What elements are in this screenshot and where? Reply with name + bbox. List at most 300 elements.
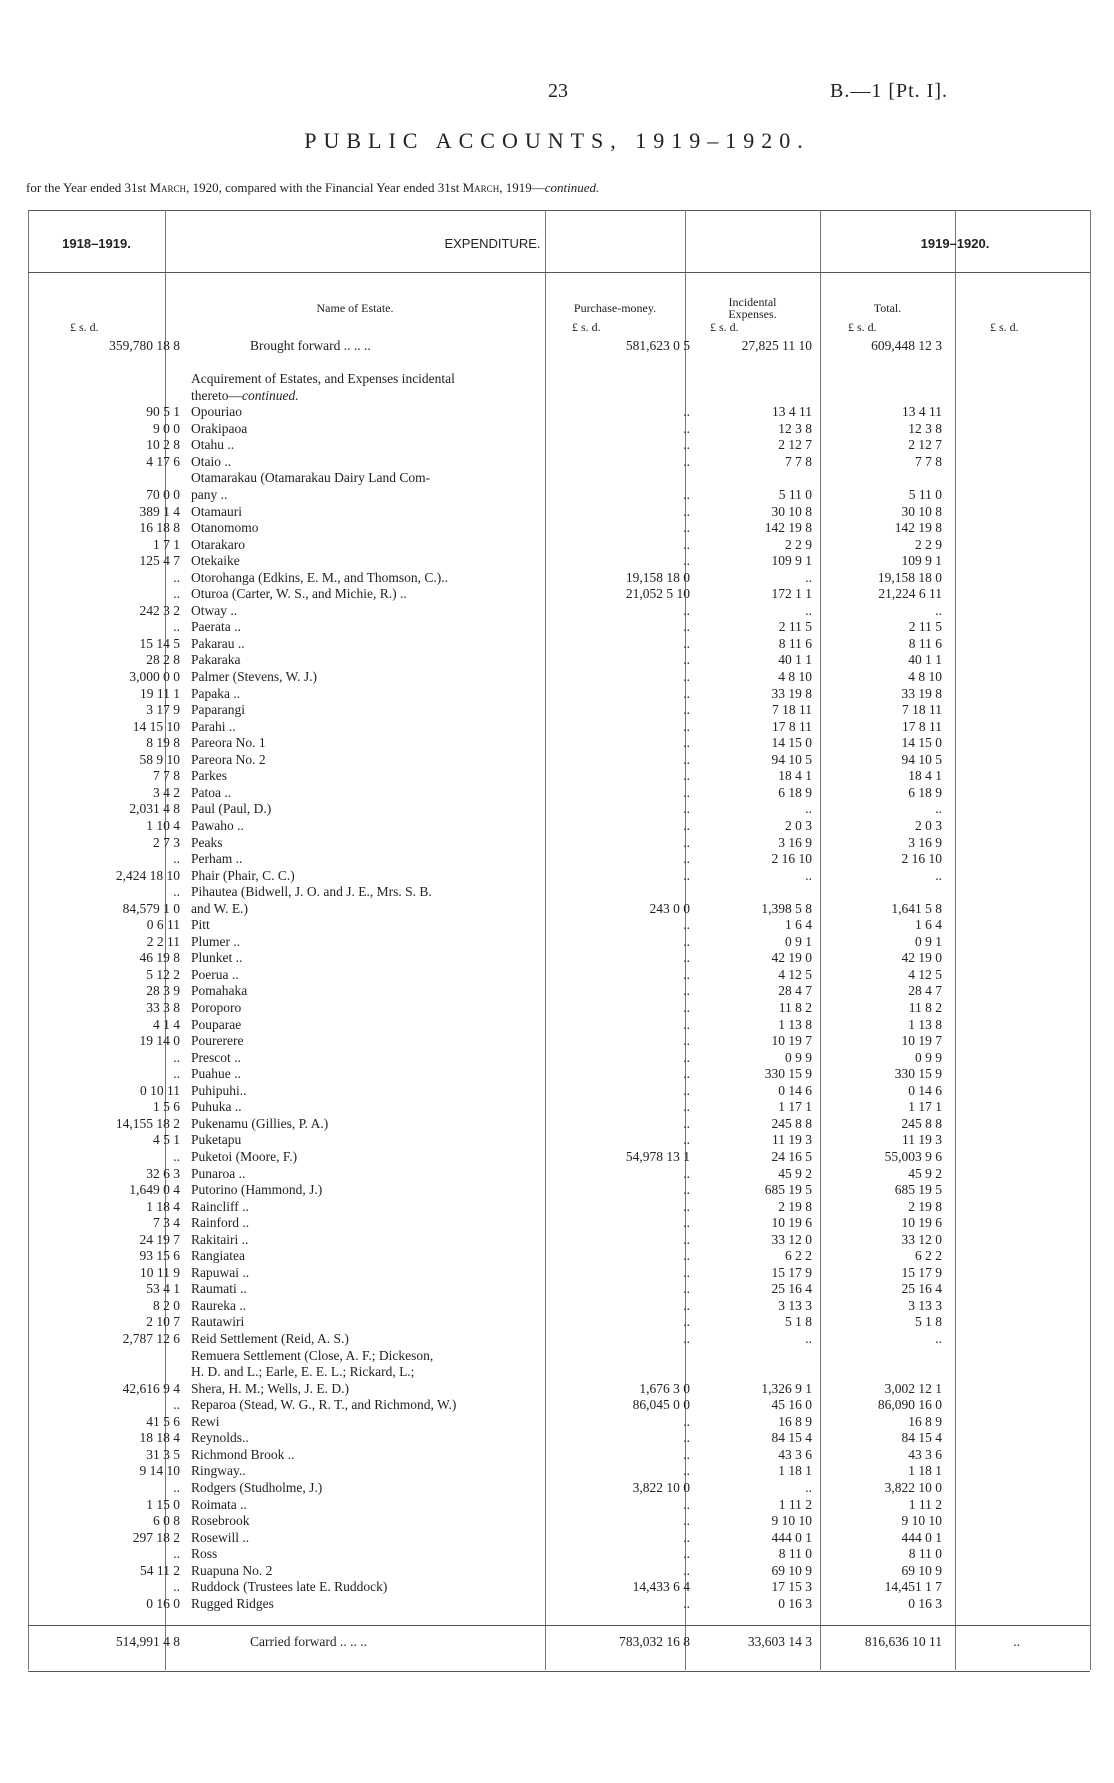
table-row bbox=[28, 851, 1090, 868]
cell-total: 2 19 8 bbox=[908, 1198, 942, 1214]
cell-1918-1919: 1 18 4 bbox=[146, 1198, 180, 1214]
cell-estate-name: Raumati .. bbox=[191, 1281, 247, 1297]
cell-incidental-expenses: 2 12 7 bbox=[778, 437, 812, 453]
table-row bbox=[28, 603, 1090, 620]
cell-estate-name: Remuera Settlement (Close, A. F.; Dickeson, bbox=[191, 1347, 434, 1363]
table-row bbox=[28, 752, 1090, 769]
cell-total: 1 13 8 bbox=[908, 1016, 942, 1032]
cell-total: 1,641 5 8 bbox=[891, 900, 942, 916]
table-row bbox=[28, 437, 1090, 454]
cell-purchase-money: .. bbox=[683, 1132, 690, 1148]
table-row bbox=[28, 818, 1090, 835]
cell-1918-1919: 7 3 4 bbox=[153, 1215, 180, 1231]
cell-purchase-money: .. bbox=[683, 635, 690, 651]
cell-estate-name: Pakaraka bbox=[191, 652, 241, 668]
table-row bbox=[28, 1430, 1090, 1447]
cell-estate-name: Otamarakau (Otamarakau Dairy Land Com- bbox=[191, 470, 431, 486]
cell-incidental-expenses: 45 9 2 bbox=[778, 1165, 812, 1181]
cell-incidental-expenses: 0 9 9 bbox=[785, 1049, 812, 1065]
cell-purchase-money: .. bbox=[683, 1446, 690, 1462]
cell-total: 40 1 1 bbox=[908, 652, 942, 668]
cell-incidental-expenses: 42 19 0 bbox=[771, 950, 812, 966]
cell-estate-name: Pouparae bbox=[191, 1016, 242, 1032]
cell-incidental-expenses: 13 4 11 bbox=[772, 404, 812, 420]
table-row bbox=[28, 1348, 1090, 1365]
cell-estate-name: Puhipuhi.. bbox=[191, 1082, 247, 1098]
cell-1918-1919: 15 14 5 bbox=[139, 635, 180, 651]
cell-purchase-money: .. bbox=[683, 1413, 690, 1429]
cell-incidental-expenses: 5 1 8 bbox=[785, 1314, 812, 1330]
lsd-header: £ s. d. bbox=[990, 320, 1019, 334]
cell-incidental-expenses: 8 11 6 bbox=[778, 635, 812, 651]
cell-purchase-money: 19,158 18 0 bbox=[625, 569, 690, 585]
cell-total: .. bbox=[935, 801, 942, 817]
cell-estate-name: Perham .. bbox=[191, 851, 243, 867]
cell-estate-name: Poerua .. bbox=[191, 966, 239, 982]
cell-estate-name: Rugged Ridges bbox=[191, 1595, 274, 1611]
table-row bbox=[28, 669, 1090, 686]
cell-total: 19,158 18 0 bbox=[877, 569, 942, 585]
cell-1918-1919: .. bbox=[173, 569, 180, 585]
table-row bbox=[28, 1050, 1090, 1067]
cell-1918-1919: 10 11 9 bbox=[140, 1264, 180, 1280]
cell-1918-1919: 7 7 8 bbox=[153, 768, 180, 784]
table-row bbox=[28, 1463, 1090, 1480]
cell-1918-1919: 359,780 18 8 bbox=[109, 338, 180, 353]
cell-estate-name: Raincliff .. bbox=[191, 1198, 249, 1214]
cell-1918-1919: 54 11 2 bbox=[140, 1562, 180, 1578]
table-row bbox=[28, 636, 1090, 653]
cell-estate-name: Pitt bbox=[191, 917, 210, 933]
cell-estate-name: Reid Settlement (Reid, A. S.) bbox=[191, 1331, 349, 1346]
column-header-expenditure: EXPENDITURE. bbox=[444, 236, 541, 251]
cell-1918-1919: .. bbox=[173, 1397, 180, 1413]
table-row bbox=[28, 586, 1090, 603]
cell-estate-name: Plumer .. bbox=[191, 933, 241, 949]
table-row bbox=[28, 950, 1090, 967]
cell-incidental-expenses: 1 6 4 bbox=[785, 917, 812, 933]
table-row bbox=[28, 967, 1090, 984]
cell-1918-1919: 84,579 1 0 bbox=[122, 900, 180, 916]
cell-total: 69 10 9 bbox=[901, 1562, 942, 1578]
cell-1918-1919: 3,000 0 0 bbox=[129, 669, 180, 684]
cell-total: 5 1 8 bbox=[915, 1314, 942, 1330]
cell-purchase-money: .. bbox=[683, 1231, 690, 1247]
carried-forward-total: 816,636 10 11 bbox=[864, 1634, 942, 1649]
cell-1918-1919: 31 3 5 bbox=[146, 1446, 180, 1462]
cell-1918-1919: 0 16 0 bbox=[146, 1595, 180, 1611]
subheader-purchase-money: Purchase-money. bbox=[573, 301, 657, 315]
cell-total: 86,090 16 0 bbox=[877, 1397, 942, 1413]
cell-incidental-expenses: 685 19 5 bbox=[764, 1182, 812, 1198]
cell-purchase-money: .. bbox=[683, 1496, 690, 1512]
cell-incidental-expenses: 10 19 7 bbox=[771, 1033, 812, 1049]
cell-estate-name: Otekaike bbox=[191, 553, 240, 569]
table-row bbox=[28, 388, 1090, 405]
cell-purchase-money: .. bbox=[683, 669, 690, 684]
table-row bbox=[28, 917, 1090, 934]
carried-forward-purchase: 783,032 16 8 bbox=[619, 1634, 690, 1649]
cell-estate-name: Opouriao bbox=[191, 404, 242, 420]
cell-1918-1919: .. bbox=[173, 1148, 180, 1164]
table-row bbox=[28, 1497, 1090, 1514]
cell-total: 2 11 5 bbox=[908, 619, 942, 635]
carried-forward-label: Carried forward .. .. .. bbox=[250, 1634, 367, 1649]
cell-total: 14 15 0 bbox=[901, 735, 942, 751]
cell-incidental-expenses: 0 9 1 bbox=[785, 933, 812, 949]
cell-incidental-expenses: 444 0 1 bbox=[771, 1529, 812, 1545]
cell-purchase-money: .. bbox=[683, 1099, 690, 1115]
cell-incidental-expenses: 33 19 8 bbox=[771, 685, 812, 701]
cell-estate-name: Roimata .. bbox=[191, 1496, 247, 1512]
cell-purchase-money: 581,623 0 5 bbox=[625, 338, 690, 353]
cell-purchase-money: .. bbox=[683, 983, 690, 999]
cell-1918-1919: 46 19 8 bbox=[139, 950, 180, 966]
cell-estate-name: Rainford .. bbox=[191, 1215, 250, 1231]
cell-1918-1919: 14,155 18 2 bbox=[115, 1115, 180, 1131]
cell-incidental-expenses: 3 13 3 bbox=[778, 1297, 812, 1313]
cell-total: 609,448 12 3 bbox=[871, 338, 942, 353]
cell-incidental-expenses: 8 11 0 bbox=[778, 1546, 812, 1562]
table-row bbox=[28, 1364, 1090, 1381]
cell-1918-1919: 2,787 12 6 bbox=[122, 1331, 180, 1346]
cell-purchase-money: .. bbox=[683, 1215, 690, 1231]
table-row bbox=[28, 686, 1090, 703]
cell-incidental-expenses: 1,398 5 8 bbox=[761, 900, 812, 916]
cell-1918-1919: 9 0 0 bbox=[153, 420, 180, 436]
cell-purchase-money: .. bbox=[683, 1595, 690, 1611]
cell-purchase-money: 21,052 5 10 bbox=[625, 586, 690, 602]
cell-1918-1919: 9 14 10 bbox=[139, 1463, 180, 1479]
cell-1918-1919: 33 3 8 bbox=[146, 1000, 180, 1015]
cell-total: 2 12 7 bbox=[908, 437, 942, 453]
subtitle-month: March bbox=[149, 180, 187, 195]
cell-total: 6 2 2 bbox=[915, 1248, 942, 1264]
subtitle-part: , 1920, compared with the Financial Year ended 31st bbox=[186, 180, 463, 195]
cell-1918-1919: 2 10 7 bbox=[146, 1314, 180, 1330]
cell-estate-name: Orakipaoa bbox=[191, 420, 248, 436]
cell-purchase-money: .. bbox=[683, 801, 690, 817]
cell-purchase-money: 14,433 6 4 bbox=[632, 1579, 690, 1595]
page-title: PUBLIC ACCOUNTS, 1919–1920. bbox=[304, 128, 810, 153]
table-row bbox=[28, 1017, 1090, 1034]
table-row bbox=[28, 1248, 1090, 1265]
cell-estate-name: Otamauri bbox=[191, 503, 242, 519]
cell-estate-name: Phair (Phair, C. C.) bbox=[191, 867, 295, 883]
cell-purchase-money: 86,045 0 0 bbox=[632, 1397, 690, 1413]
cell-incidental-expenses: 11 8 2 bbox=[778, 1000, 812, 1015]
cell-total: 28 4 7 bbox=[908, 983, 942, 999]
cell-1918-1919: 125 4 7 bbox=[139, 553, 180, 569]
cell-estate-name: Prescot .. bbox=[191, 1049, 241, 1065]
cell-purchase-money: .. bbox=[683, 1033, 690, 1049]
table-row bbox=[28, 801, 1090, 818]
table-row bbox=[28, 1447, 1090, 1464]
cell-incidental-expenses: 4 8 10 bbox=[778, 669, 812, 684]
cell-incidental-expenses: 17 8 11 bbox=[772, 718, 812, 734]
cell-estate-name: Paul (Paul, D.) bbox=[191, 801, 272, 817]
cell-total: 4 8 10 bbox=[908, 669, 942, 684]
cell-1918-1919: 32 6 3 bbox=[146, 1165, 180, 1181]
cell-incidental-expenses: 25 16 4 bbox=[771, 1281, 812, 1297]
cell-estate-name: Rosebrook bbox=[191, 1513, 250, 1529]
cell-total: 109 9 1 bbox=[901, 553, 942, 569]
cell-incidental-expenses: 6 18 9 bbox=[778, 784, 812, 800]
table-row bbox=[28, 884, 1090, 901]
lsd-header: £ s. d. bbox=[572, 320, 601, 334]
cell-purchase-money: .. bbox=[683, 1165, 690, 1181]
cell-purchase-money: .. bbox=[683, 1331, 690, 1346]
cell-estate-name: Poroporo bbox=[191, 1000, 242, 1015]
cell-purchase-money: .. bbox=[683, 619, 690, 635]
cell-purchase-money: .. bbox=[683, 702, 690, 718]
cell-total: 3 13 3 bbox=[908, 1297, 942, 1313]
cell-purchase-money: .. bbox=[683, 652, 690, 668]
cell-incidental-expenses: .. bbox=[805, 867, 812, 883]
cell-total: 84 15 4 bbox=[901, 1430, 942, 1446]
cell-1918-1919: 24 19 7 bbox=[139, 1231, 180, 1247]
cell-purchase-money: .. bbox=[683, 1198, 690, 1214]
cell-purchase-money: .. bbox=[683, 950, 690, 966]
cell-1918-1919: 58 9 10 bbox=[139, 751, 180, 767]
cell-total: 3,002 12 1 bbox=[884, 1380, 942, 1396]
cell-purchase-money: .. bbox=[683, 602, 690, 618]
cell-incidental-expenses: 9 10 10 bbox=[771, 1513, 812, 1529]
cell-total: 1 6 4 bbox=[915, 917, 942, 933]
cell-1918-1919: 0 6 11 bbox=[146, 917, 180, 933]
cell-total: 245 8 8 bbox=[901, 1115, 942, 1131]
cell-estate-name: Ringway.. bbox=[191, 1463, 246, 1479]
header-rule bbox=[28, 272, 1090, 273]
table-row bbox=[28, 983, 1090, 1000]
cell-purchase-money: .. bbox=[683, 867, 690, 883]
cell-incidental-expenses: 1 11 2 bbox=[778, 1496, 812, 1512]
cell-estate-name: Oturoa (Carter, W. S., and Michie, R.) .. bbox=[191, 586, 407, 602]
cell-incidental-expenses: 109 9 1 bbox=[771, 553, 812, 569]
cell-incidental-expenses: .. bbox=[805, 1331, 812, 1346]
table-row bbox=[28, 1066, 1090, 1083]
footer-rule bbox=[28, 1625, 1090, 1626]
cell-estate-name: Otorohanga (Edkins, E. M., and Thomson, C.).. bbox=[191, 569, 448, 585]
cell-total: 7 7 8 bbox=[915, 453, 942, 469]
cell-estate-name: Puahue .. bbox=[191, 1066, 241, 1082]
table-row bbox=[28, 504, 1090, 521]
cell-purchase-money: .. bbox=[683, 1546, 690, 1562]
cell-1918-1919: 2,424 18 10 bbox=[115, 867, 180, 883]
cell-total: 42 19 0 bbox=[901, 950, 942, 966]
table-row bbox=[28, 1530, 1090, 1547]
cell-estate-name: Ruapuna No. 2 bbox=[191, 1562, 273, 1578]
page-number: 23 bbox=[548, 80, 568, 102]
cell-estate-name: Pihautea (Bidwell, J. O. and J. E., Mrs. S. B. bbox=[191, 884, 432, 900]
cell-1918-1919: 42,616 9 4 bbox=[122, 1380, 180, 1396]
cell-incidental-expenses: 5 11 0 bbox=[778, 486, 812, 502]
cell-1918-1919: 41 5 6 bbox=[146, 1413, 180, 1429]
table-row bbox=[28, 1513, 1090, 1530]
table-row bbox=[28, 537, 1090, 554]
table-row bbox=[28, 1199, 1090, 1216]
cell-estate-name: and W. E.) bbox=[191, 900, 248, 916]
table-row bbox=[28, 901, 1090, 918]
cell-1918-1919: 1 15 0 bbox=[146, 1496, 180, 1512]
cell-incidental-expenses: 16 8 9 bbox=[778, 1413, 812, 1429]
table-row bbox=[28, 454, 1090, 471]
cell-incidental-expenses: 330 15 9 bbox=[764, 1066, 812, 1082]
table-row bbox=[28, 371, 1090, 388]
cell-purchase-money: .. bbox=[683, 404, 690, 420]
cell-incidental-expenses: 142 19 8 bbox=[764, 520, 812, 536]
cell-estate-name: Rapuwai .. bbox=[191, 1264, 250, 1280]
cell-purchase-money: .. bbox=[683, 536, 690, 552]
cell-incidental-expenses: .. bbox=[805, 569, 812, 585]
cell-total: 444 0 1 bbox=[901, 1529, 942, 1545]
cell-incidental-expenses: 14 15 0 bbox=[771, 735, 812, 751]
cell-total: 142 19 8 bbox=[894, 520, 942, 536]
cell-estate-name: Pomahaka bbox=[191, 983, 248, 999]
cell-incidental-expenses: 3 16 9 bbox=[778, 834, 812, 850]
cell-1918-1919: 14 15 10 bbox=[132, 718, 180, 734]
table-row bbox=[28, 652, 1090, 669]
table-row bbox=[28, 1414, 1090, 1431]
cell-total: 7 18 11 bbox=[902, 702, 942, 718]
carried-forward-incidental: 33,603 14 3 bbox=[747, 1634, 812, 1649]
cell-incidental-expenses: 7 18 11 bbox=[772, 702, 812, 718]
cell-1918-1919: 19 11 1 bbox=[140, 685, 180, 701]
cell-purchase-money: .. bbox=[683, 768, 690, 784]
table-row bbox=[28, 768, 1090, 785]
table-row bbox=[28, 1182, 1090, 1199]
cell-1918-1919: .. bbox=[173, 1479, 180, 1495]
cell-1918-1919: 5 12 2 bbox=[146, 966, 180, 982]
cell-1918-1919: 28 3 9 bbox=[146, 983, 180, 999]
cell-estate-name: Pareora No. 1 bbox=[191, 735, 266, 751]
cell-purchase-money: .. bbox=[683, 685, 690, 701]
cell-estate-name: Rosewill .. bbox=[191, 1529, 250, 1545]
cell-1918-1919: 2 2 11 bbox=[146, 933, 180, 949]
cell-estate-name: Plunket .. bbox=[191, 950, 243, 966]
cell-total: .. bbox=[935, 602, 942, 618]
cell-purchase-money: .. bbox=[683, 553, 690, 569]
carried-forward-1918: 514,991 4 8 bbox=[115, 1634, 180, 1649]
cell-estate-name: Rautawiri bbox=[191, 1314, 245, 1330]
cell-1918-1919: 1 5 6 bbox=[153, 1099, 180, 1115]
cell-estate-name: Reynolds.. bbox=[191, 1430, 249, 1446]
table-row bbox=[28, 719, 1090, 736]
cell-incidental-expenses: 27,825 11 10 bbox=[741, 338, 812, 353]
cell-incidental-expenses: 11 19 3 bbox=[772, 1132, 812, 1148]
cell-total: .. bbox=[935, 867, 942, 883]
cell-incidental-expenses: 30 10 8 bbox=[771, 503, 812, 519]
cell-estate-name: Rodgers (Studholme, J.) bbox=[191, 1479, 323, 1495]
cell-estate-name: Acquirement of Estates, and Expenses incidental bbox=[191, 371, 455, 387]
cell-1918-1919: .. bbox=[173, 1579, 180, 1595]
table-row bbox=[28, 735, 1090, 752]
cell-incidental-expenses: 7 7 8 bbox=[785, 453, 812, 469]
cell-total: 4 12 5 bbox=[908, 966, 942, 982]
carried-forward-row bbox=[28, 1634, 1090, 1651]
cell-estate-name: Parkes bbox=[191, 768, 227, 784]
cell-1918-1919: 18 18 4 bbox=[139, 1430, 180, 1446]
cell-purchase-money: .. bbox=[683, 1248, 690, 1264]
cell-total: 6 18 9 bbox=[908, 784, 942, 800]
cell-purchase-money: .. bbox=[683, 933, 690, 949]
cell-purchase-money: .. bbox=[683, 817, 690, 833]
cell-incidental-expenses: 45 16 0 bbox=[771, 1397, 812, 1413]
cell-purchase-money: .. bbox=[683, 1049, 690, 1065]
table-row bbox=[28, 1116, 1090, 1133]
table-row bbox=[28, 520, 1090, 537]
cell-1918-1919: 6 0 8 bbox=[153, 1513, 180, 1529]
cell-1918-1919: 8 19 8 bbox=[146, 735, 180, 751]
table-row bbox=[28, 1033, 1090, 1050]
cell-incidental-expenses: 0 14 6 bbox=[778, 1082, 812, 1098]
cell-incidental-expenses: 2 0 3 bbox=[785, 817, 812, 833]
cell-purchase-money: .. bbox=[683, 1562, 690, 1578]
cell-total: 3 16 9 bbox=[908, 834, 942, 850]
cell-total: 15 17 9 bbox=[901, 1264, 942, 1280]
cell-incidental-expenses: 33 12 0 bbox=[771, 1231, 812, 1247]
table-row bbox=[28, 619, 1090, 636]
table-row bbox=[28, 1480, 1090, 1497]
table-row bbox=[28, 785, 1090, 802]
cell-incidental-expenses: 245 8 8 bbox=[771, 1115, 812, 1131]
cell-purchase-money: .. bbox=[683, 851, 690, 867]
cell-total: 9 10 10 bbox=[901, 1513, 942, 1529]
cell-purchase-money: .. bbox=[683, 437, 690, 453]
cell-estate-name: Ross bbox=[191, 1546, 218, 1562]
cell-1918-1919: 297 18 2 bbox=[132, 1529, 180, 1545]
carried-forward-1919: .. bbox=[1013, 1634, 1020, 1649]
table-row bbox=[28, 1215, 1090, 1232]
cell-1918-1919: 4 1 4 bbox=[153, 1016, 180, 1032]
cell-estate-name: Parahi .. bbox=[191, 718, 236, 734]
cell-estate-name: Ruddock (Trustees late E. Ruddock) bbox=[191, 1579, 388, 1595]
cell-1918-1919: 4 17 6 bbox=[146, 453, 180, 469]
cell-incidental-expenses: 10 19 6 bbox=[771, 1215, 812, 1231]
cell-total: 2 0 3 bbox=[915, 817, 942, 833]
cell-estate-name: Puketapu bbox=[191, 1132, 242, 1148]
cell-estate-name: Otanomomo bbox=[191, 520, 259, 536]
table-row bbox=[28, 1083, 1090, 1100]
table-row bbox=[28, 1563, 1090, 1580]
cell-1918-1919: 19 14 0 bbox=[139, 1033, 180, 1049]
table-row bbox=[28, 1579, 1090, 1596]
cell-purchase-money: .. bbox=[683, 1000, 690, 1015]
cell-1918-1919: 28 2 8 bbox=[146, 652, 180, 668]
table-row bbox=[28, 1000, 1090, 1017]
cell-incidental-expenses: 17 15 3 bbox=[771, 1579, 812, 1595]
cell-purchase-money: .. bbox=[683, 520, 690, 536]
cell-total: 11 8 2 bbox=[908, 1000, 942, 1015]
cell-total: 14,451 1 7 bbox=[884, 1579, 942, 1595]
cell-purchase-money: .. bbox=[683, 1082, 690, 1098]
cell-1918-1919: .. bbox=[173, 884, 180, 900]
cell-1918-1919: 8 2 0 bbox=[153, 1297, 180, 1313]
cell-estate-name: Puketoi (Moore, F.) bbox=[191, 1148, 298, 1164]
subheader-name-of-estate: Name of Estate. bbox=[316, 301, 394, 315]
cell-total: 13 4 11 bbox=[902, 404, 942, 420]
table-row bbox=[28, 1281, 1090, 1298]
cell-total: 33 12 0 bbox=[901, 1231, 942, 1247]
cell-estate-name: Reparoa (Stead, W. G., R. T., and Richmond, W.) bbox=[191, 1397, 457, 1413]
lsd-header: £ s. d. bbox=[710, 320, 739, 334]
cell-estate-name: Pareora No. 2 bbox=[191, 751, 266, 767]
cell-total: 0 16 3 bbox=[908, 1595, 942, 1611]
cell-purchase-money: .. bbox=[683, 1314, 690, 1330]
cell-estate-name: Punaroa .. bbox=[191, 1165, 246, 1181]
cell-1918-1919: 4 5 1 bbox=[153, 1132, 180, 1148]
table-row bbox=[28, 570, 1090, 587]
